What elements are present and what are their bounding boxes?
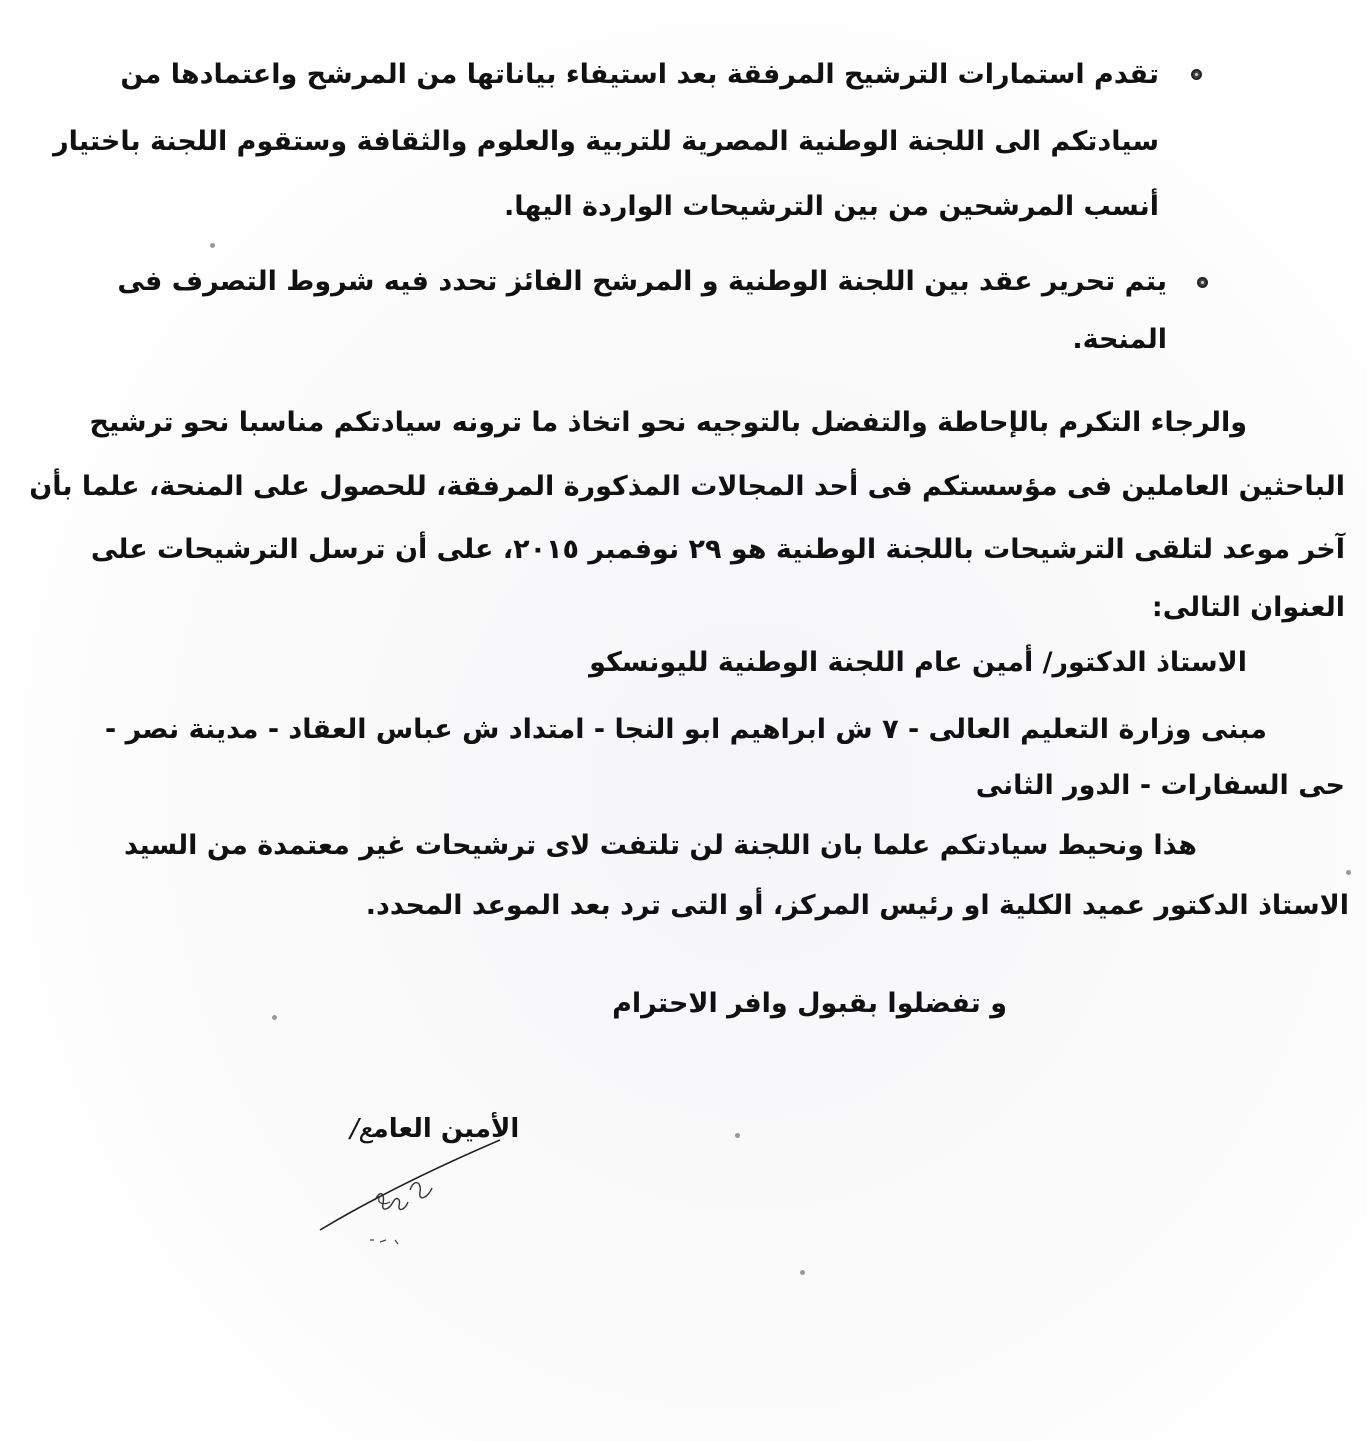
address-recipient: الاستاذ الدكتور/ أمين عام اللجنة الوطنية لليونسكو bbox=[589, 647, 1247, 678]
address-line-2: حى السفارات - الدور الثانى bbox=[975, 770, 1345, 801]
bullet-icon bbox=[1197, 277, 1208, 288]
scan-speck bbox=[1346, 870, 1351, 875]
request-line-1: والرجاء التكرم بالإحاطة والتفضل بالتوجيه نحو اتخاذ ما ترونه سيادتكم مناسبا نحو ترشيح bbox=[89, 407, 1247, 438]
scan-speck bbox=[272, 1015, 277, 1020]
signature-prefix: ع/ bbox=[350, 1114, 373, 1144]
note-line-1: هذا ونحيط سيادتكم علما بان اللجنة لن تلتفت لاى ترشيحات غير معتمدة من السيد bbox=[123, 830, 1197, 861]
bullet-1-line-2: سيادتكم الى اللجنة الوطنية المصرية للتربية والعلوم والثقافة وستقوم اللجنة باختيار bbox=[53, 126, 1159, 157]
scan-speck bbox=[735, 1133, 740, 1138]
request-line-3: آخر موعد لتلقى الترشيحات باللجنة الوطنية هو ٢٩ نوفمبر ٢٠١٥، على أن ترسل الترشيحات على bbox=[90, 534, 1345, 565]
signature-block bbox=[300, 1100, 580, 1280]
request-line-4: العنوان التالى: bbox=[1151, 592, 1345, 623]
closing-text: و تفضلوا بقبول وافر الاحترام bbox=[612, 988, 1007, 1019]
signature-title-text: الأمين العام bbox=[372, 1114, 520, 1144]
handwritten-signature bbox=[300, 1100, 580, 1280]
address-line-1: مبنى وزارة التعليم العالى - ٧ ش ابراهيم ابو النجا - امتداد ش عباس العقاد - مدينة نصر - bbox=[105, 714, 1267, 745]
scan-speck bbox=[800, 1270, 805, 1275]
bullet-2-line-2: المنحة. bbox=[1072, 324, 1167, 355]
request-line-2: الباحثين العاملين فى مؤسستكم فى أحد المجالات المذكورة المرفقة، للحصول على المنحة، علما بأن bbox=[29, 471, 1345, 502]
note-line-2: الاستاذ الدكتور عميد الكلية او رئيس المركز، أو التى ترد بعد الموعد المحدد. bbox=[365, 890, 1349, 921]
bullet-1-line-3: أنسب المرشحين من بين الترشيحات الواردة اليها. bbox=[503, 191, 1159, 222]
bullet-icon bbox=[1191, 69, 1202, 80]
bullet-2-line-1: يتم تحرير عقد بين اللجنة الوطنية و المرشح الفائز تحدد فيه شروط التصرف فى bbox=[117, 266, 1167, 297]
scan-speck bbox=[210, 243, 215, 248]
bullet-1-line-1: تقدم استمارات الترشيح المرفقة بعد استيفاء بياناتها من المرشح واعتمادها من bbox=[120, 59, 1159, 90]
